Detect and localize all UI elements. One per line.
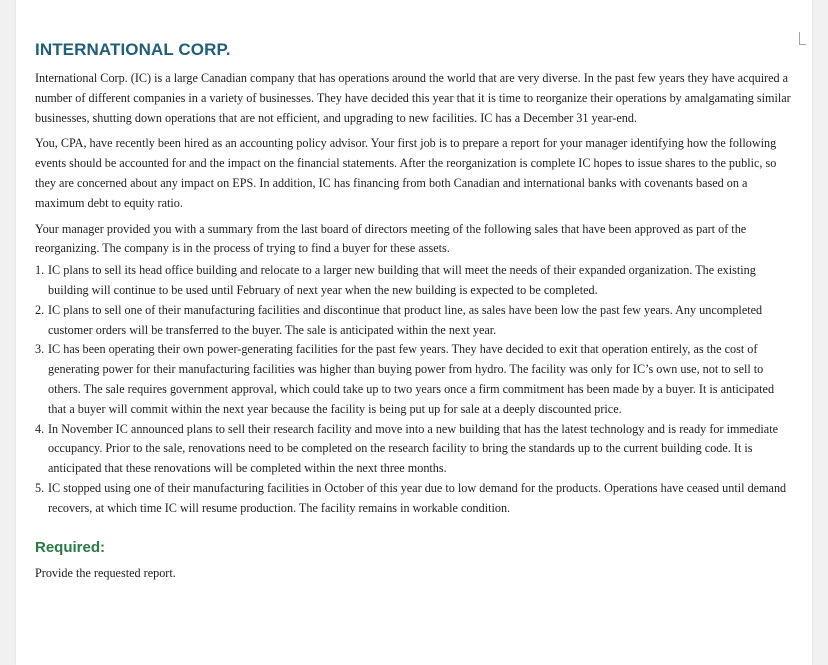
document-page xyxy=(16,0,812,665)
context-paragraph: You, CPA, have recently been hired as an accounting policy advisor. Your first job is to prepare a report for your manager identifying how the following events should be accounted for and the impact on the financial statements. After the reorganization is complete IC hopes to issue shares to the public, so they are concerned about any impact on EPS. In addition, IC has financing from both Canadian and international banks with covenants based on a maximum debt to equity ratio. xyxy=(35,136,777,210)
document-title: INTERNATIONAL CORP. xyxy=(35,40,231,59)
list-item-text: IC plans to sell one of their manufacturing facilities and discontinue that product line, as sales have been low the past few years. Any uncompleted customer orders will be transferred to the buyer. The sale is anticipated within the next year. xyxy=(48,302,763,337)
list-item-number: 2. xyxy=(35,302,45,317)
document-content xyxy=(35,40,795,583)
required-heading: Required: xyxy=(35,538,106,556)
scroll-edge-marker xyxy=(799,32,806,45)
summary-paragraph: Your manager provided you with a summary from the last board of directors meeting of the following sales that have been approved as part of the reorganizing. The company is in the process of trying to find a buyer for these assets. xyxy=(35,221,747,256)
list-item-number: 1. xyxy=(35,263,45,278)
list-item xyxy=(35,340,795,419)
list-item xyxy=(35,301,795,341)
list-item-number: 4. xyxy=(35,421,45,436)
list-item xyxy=(35,261,795,301)
list-item-text: IC has been operating their own power-generating facilities for the past few years. They have decided to exit that operation entirely, as the cost of generating power for their manufacturing facilities was higher than buying power from hydro. The facility was only for IC’s own use, not to sell to others. The sale requires government approval, which could take up to two years once a firm commitment has been made by a buyer. It is anticipated that a buyer will commit within the next year because the facility is being put up for sale at a deeply discounted price. xyxy=(48,342,775,416)
list-item xyxy=(35,479,795,519)
list-item xyxy=(35,420,795,479)
intro-paragraph: International Corp. (IC) is a large Canadian company that has operations around the world that are very diverse. In the past few years they have acquired a number of different companies in a variety of businesses. They have decided this year that it is time to reorganize their operations by amalgamating similar businesses, shutting down operations that are not efficient, and upgrading to new facilities. IC has a December 31 year-end. xyxy=(35,71,791,125)
list-item-text: In November IC announced plans to sell their research facility and move into a new building that has the latest technology and is ready for immediate occupancy. Prior to the sale, renovations need to be completed on the research facility to bring the standards up to the current building code. It is anticipated that these renovations will be completed within the next three months. xyxy=(48,421,779,476)
list-item-number: 3. xyxy=(35,342,45,357)
list-item-text: IC stopped using one of their manufacturing facilities in October of this year due to low demand for the products. Operations have ceased until demand recovers, at which time IC will resume production. The facility remains in workable condition. xyxy=(48,480,787,515)
required-text: Provide the requested report. xyxy=(35,565,176,580)
list-item-number: 5. xyxy=(35,480,45,495)
list-item-text: IC plans to sell its head office building and relocate to a larger new building that will meet the needs of their expanded organization. The existing building will continue to be used until February of next year when the new building is expected to be completed. xyxy=(48,263,756,297)
sales-list xyxy=(35,261,795,518)
